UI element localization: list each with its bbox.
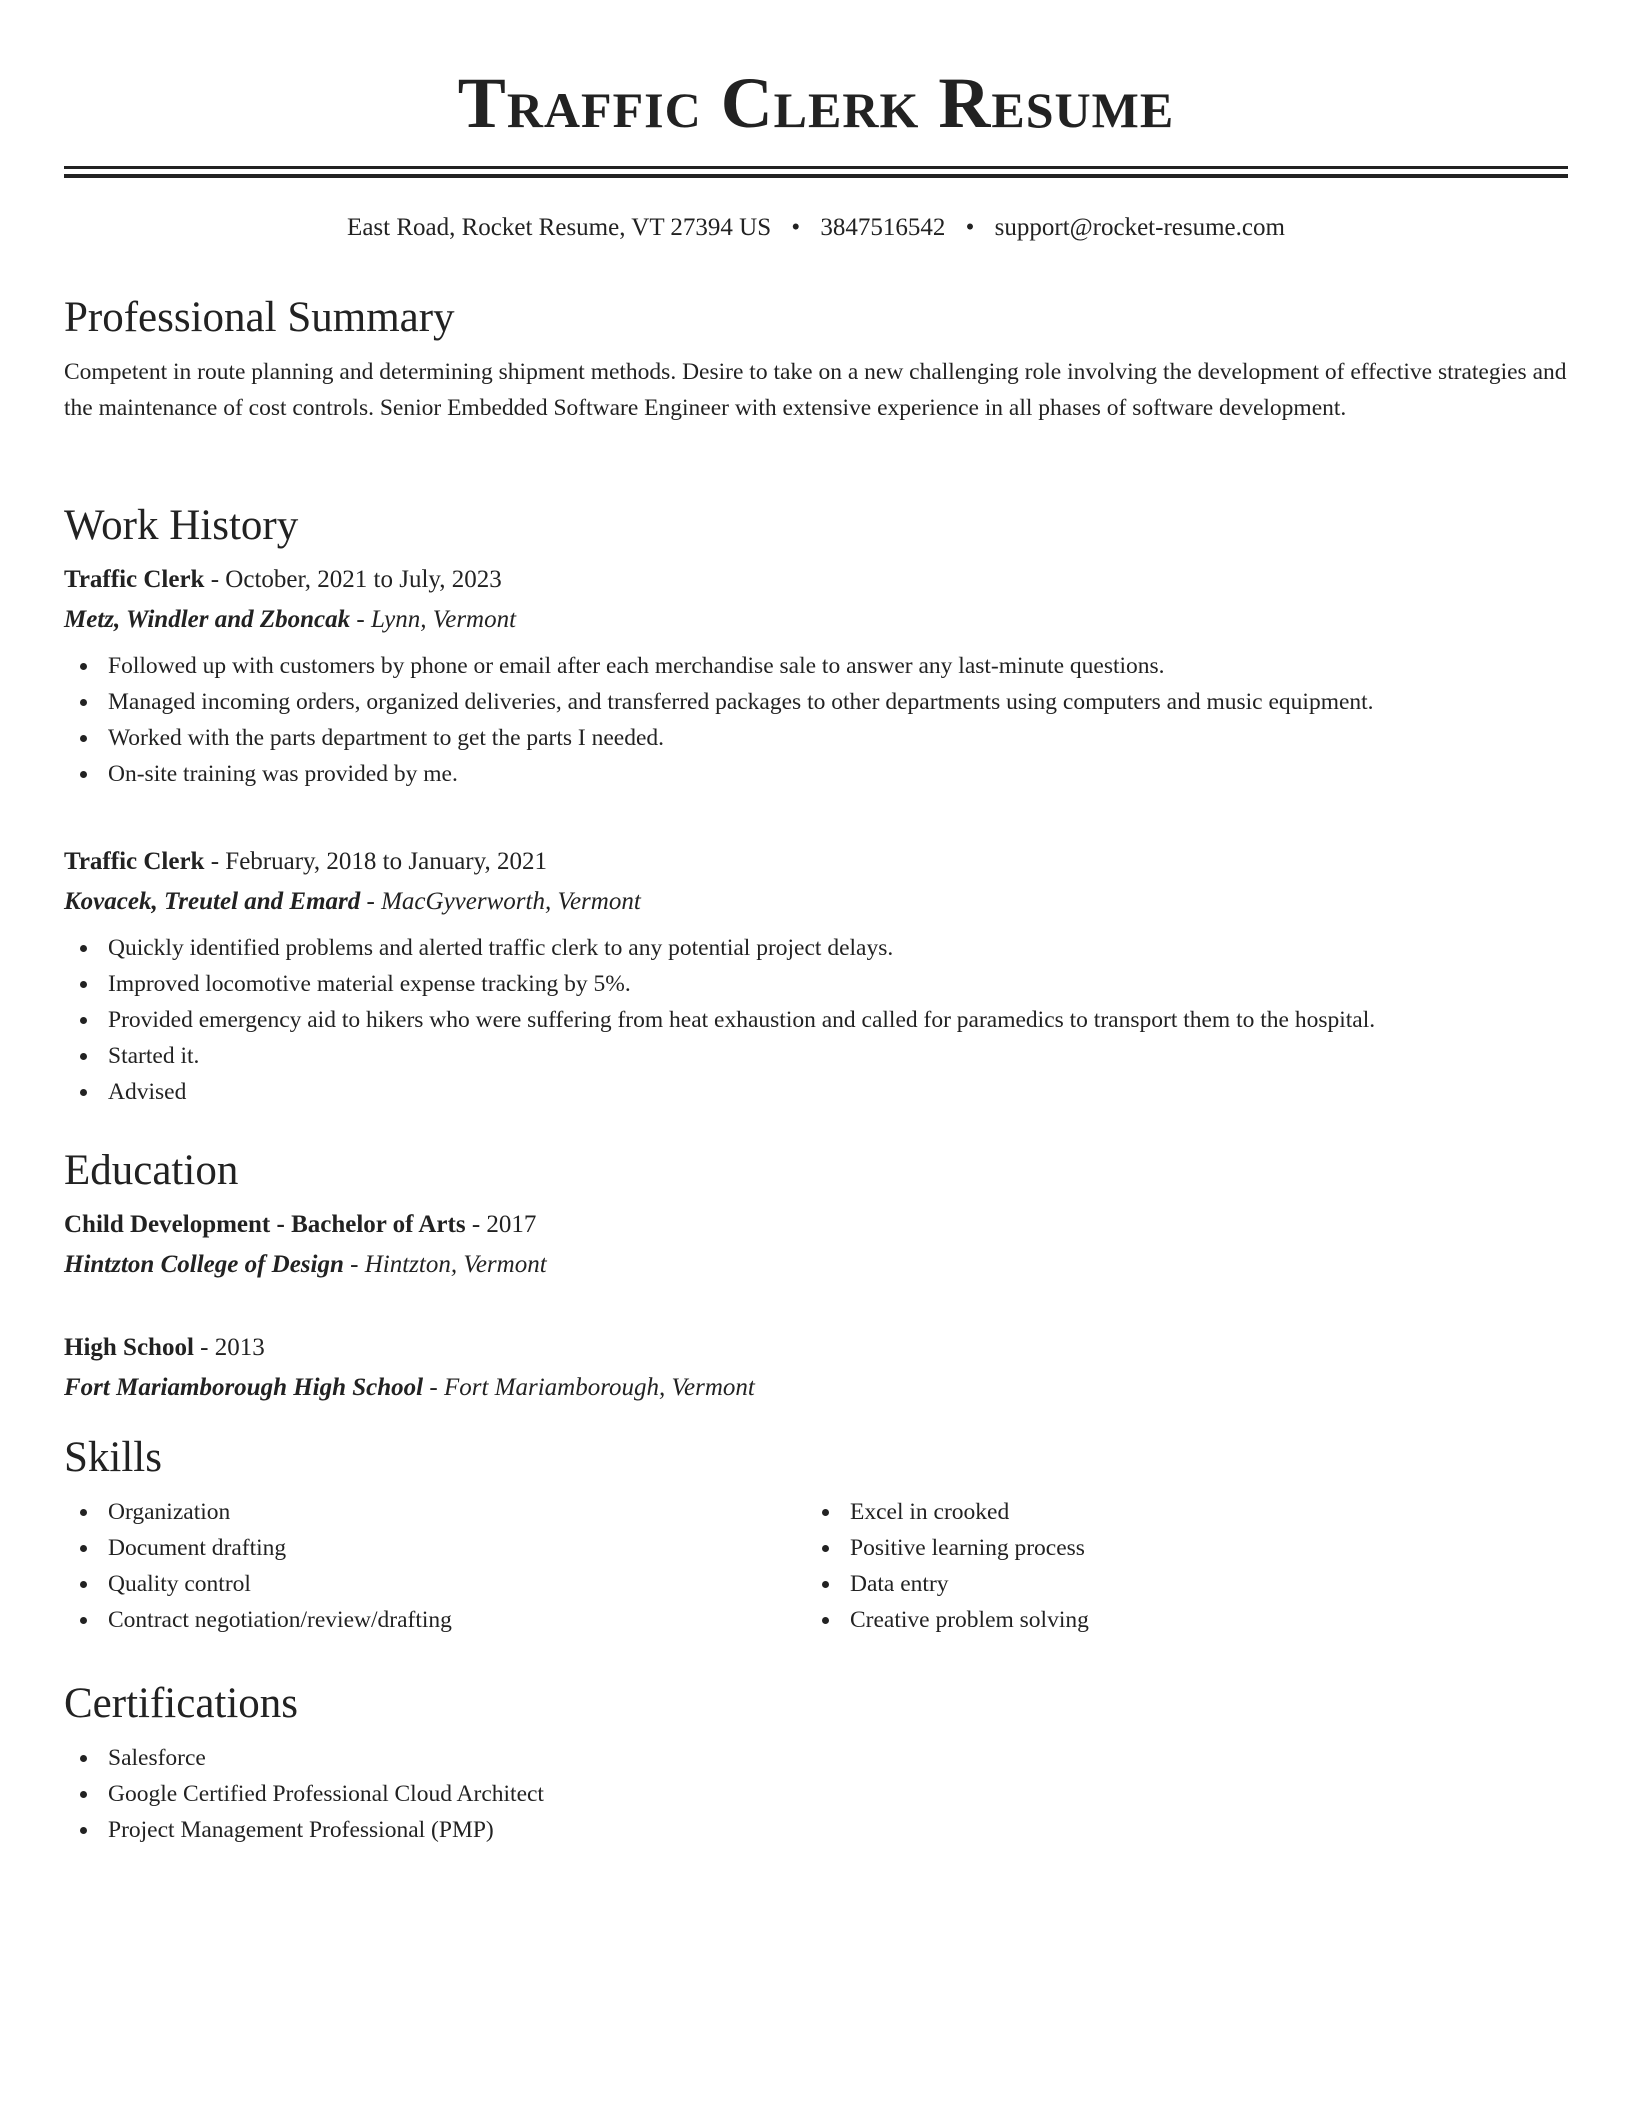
bullet-icon — [80, 735, 87, 742]
bullet-icon — [80, 1581, 87, 1588]
title-divider — [64, 166, 1568, 178]
certification-text: Google Certified Professional Cloud Architect — [108, 1781, 544, 1807]
job-dates: - October, 2021 to July, 2023 — [204, 566, 502, 593]
list-item — [64, 648, 1568, 684]
skill-text: Contract negotiation/review/drafting — [108, 1607, 452, 1633]
certification-text: Salesforce — [108, 1745, 206, 1771]
certifications-heading: Certifications — [64, 1680, 299, 1727]
degree-year: - 2017 — [465, 1211, 537, 1238]
job-company: Kovacek, Treutel and Emard — [64, 888, 361, 915]
bullet-icon — [822, 1617, 829, 1624]
list-item-text: Managed incoming orders, organized deliveries, and transferred packages to other departments using computers and music equipment. — [108, 689, 1374, 715]
summary-section — [64, 290, 1568, 426]
job-company: Metz, Windler and Zboncak — [64, 606, 351, 633]
school-name: Fort Mariamborough High School — [64, 1374, 424, 1401]
list-item-text: Quickly identified problems and alerted traffic clerk to any potential project delays. — [108, 935, 894, 961]
education-section — [64, 1143, 1568, 1285]
job-location: - MacGyverworth, Vermont — [360, 888, 641, 915]
certifications-section — [64, 1676, 1568, 1848]
bullet-icon — [822, 1545, 829, 1552]
bullet-icon — [80, 1545, 87, 1552]
list-item-text: Started it. — [108, 1043, 200, 1069]
education-heading: Education — [64, 1147, 239, 1194]
contact-separator: • — [791, 214, 801, 241]
list-item-text: Followed up with customers by phone or email after each merchandise sale to answer any last-minute questions. — [108, 653, 1165, 679]
job-company-line — [64, 600, 1568, 640]
degree-name: Child Development - Bachelor of Arts — [64, 1211, 466, 1238]
skill-text: Excel in crooked — [850, 1499, 1010, 1525]
education-entry — [64, 1328, 1568, 1408]
school-location: - Hintzton, Vermont — [343, 1251, 547, 1278]
contact-address: East Road, Rocket Resume, VT 27394 US — [347, 214, 772, 241]
list-item-text: On-site training was provided by me. — [108, 761, 458, 787]
list-item — [64, 1530, 806, 1566]
list-item — [64, 966, 1568, 1002]
bullet-icon — [80, 945, 87, 952]
skill-text: Quality control — [108, 1571, 251, 1597]
list-item — [806, 1566, 1548, 1602]
job-company-line — [64, 882, 1568, 922]
list-item — [806, 1530, 1548, 1566]
job-bullets — [64, 648, 1568, 792]
contact-line — [64, 212, 1568, 244]
bullet-icon — [822, 1509, 829, 1516]
bullet-icon — [80, 1017, 87, 1024]
job-title-line — [64, 560, 1568, 600]
certification-text: Project Management Professional (PMP) — [108, 1817, 494, 1843]
skill-text: Creative problem solving — [850, 1607, 1089, 1633]
list-item — [64, 1074, 1568, 1110]
contact-email: support@rocket-resume.com — [994, 214, 1285, 241]
list-item — [64, 756, 1568, 792]
degree-line — [64, 1328, 1568, 1368]
contact-phone: 3847516542 — [820, 214, 946, 241]
degree-year: - 2013 — [193, 1334, 265, 1361]
job-entry — [64, 842, 1568, 1110]
resume-title: Traffic Clerk Resume — [457, 63, 1175, 143]
job-title-line — [64, 842, 1568, 882]
school-name: Hintzton College of Design — [64, 1251, 344, 1278]
job-bullets — [64, 930, 1568, 1110]
job-title: Traffic Clerk — [64, 566, 205, 593]
list-item — [64, 1002, 1568, 1038]
bullet-icon — [80, 1089, 87, 1096]
job-dates: - February, 2018 to January, 2021 — [204, 848, 547, 875]
list-item — [64, 1776, 1568, 1812]
bullet-icon — [80, 771, 87, 778]
school-line — [64, 1245, 1568, 1285]
list-item — [64, 720, 1568, 756]
skills-heading: Skills — [64, 1434, 162, 1481]
list-item-text: Provided emergency aid to hikers who were suffering from heat exhaustion and called for paramedics to transport them to the hospital. — [108, 1007, 1376, 1033]
school-line — [64, 1368, 1568, 1408]
skills-column-right — [806, 1494, 1548, 1638]
list-item — [64, 930, 1568, 966]
bullet-icon — [80, 1755, 87, 1762]
skill-text: Data entry — [850, 1571, 949, 1597]
list-item — [64, 684, 1568, 720]
contact-separator: • — [965, 214, 975, 241]
bullet-icon — [80, 1617, 87, 1624]
skill-text: Document drafting — [108, 1535, 287, 1561]
job-entry — [64, 560, 1568, 792]
skill-text: Organization — [108, 1499, 231, 1525]
skill-text: Positive learning process — [850, 1535, 1085, 1561]
education-entry — [64, 1205, 1568, 1285]
list-item — [806, 1494, 1548, 1530]
summary-heading: Professional Summary — [64, 294, 455, 341]
school-location: - Fort Mariamborough, Vermont — [423, 1374, 755, 1401]
list-item-text: Advised — [108, 1079, 187, 1105]
certifications-list — [64, 1740, 1568, 1848]
list-item — [806, 1602, 1548, 1638]
job-location: - Lynn, Vermont — [350, 606, 517, 633]
list-item — [64, 1602, 806, 1638]
bullet-icon — [80, 699, 87, 706]
list-item — [64, 1494, 806, 1530]
list-item-text: Improved locomotive material expense tracking by 5%. — [108, 971, 631, 997]
list-item — [64, 1812, 1568, 1848]
bullet-icon — [80, 1509, 87, 1516]
bullet-icon — [80, 1827, 87, 1834]
list-item — [64, 1038, 1568, 1074]
skills-column-left — [64, 1494, 806, 1638]
list-item-text: Worked with the parts department to get the parts I needed. — [108, 725, 665, 751]
work-history-heading: Work History — [64, 502, 299, 549]
list-item — [64, 1566, 806, 1602]
bullet-icon — [80, 1053, 87, 1060]
summary-text: Competent in route planning and determining shipment methods. Desire to take on a new challenging role involving the development of effective strategies and the maintenance of cost controls. Senior Embedded Software Engineer with extensive experience in all phases of software development. — [64, 359, 1567, 421]
bullet-icon — [822, 1581, 829, 1588]
degree-name: High School — [64, 1334, 194, 1361]
bullet-icon — [80, 981, 87, 988]
work-history-section — [64, 498, 1568, 792]
degree-line — [64, 1205, 1568, 1245]
list-item — [64, 1740, 1568, 1776]
skills-section — [64, 1430, 1568, 1638]
skills-grid — [64, 1494, 1568, 1638]
bullet-icon — [80, 1791, 87, 1798]
bullet-icon — [80, 663, 87, 670]
job-title: Traffic Clerk — [64, 848, 205, 875]
